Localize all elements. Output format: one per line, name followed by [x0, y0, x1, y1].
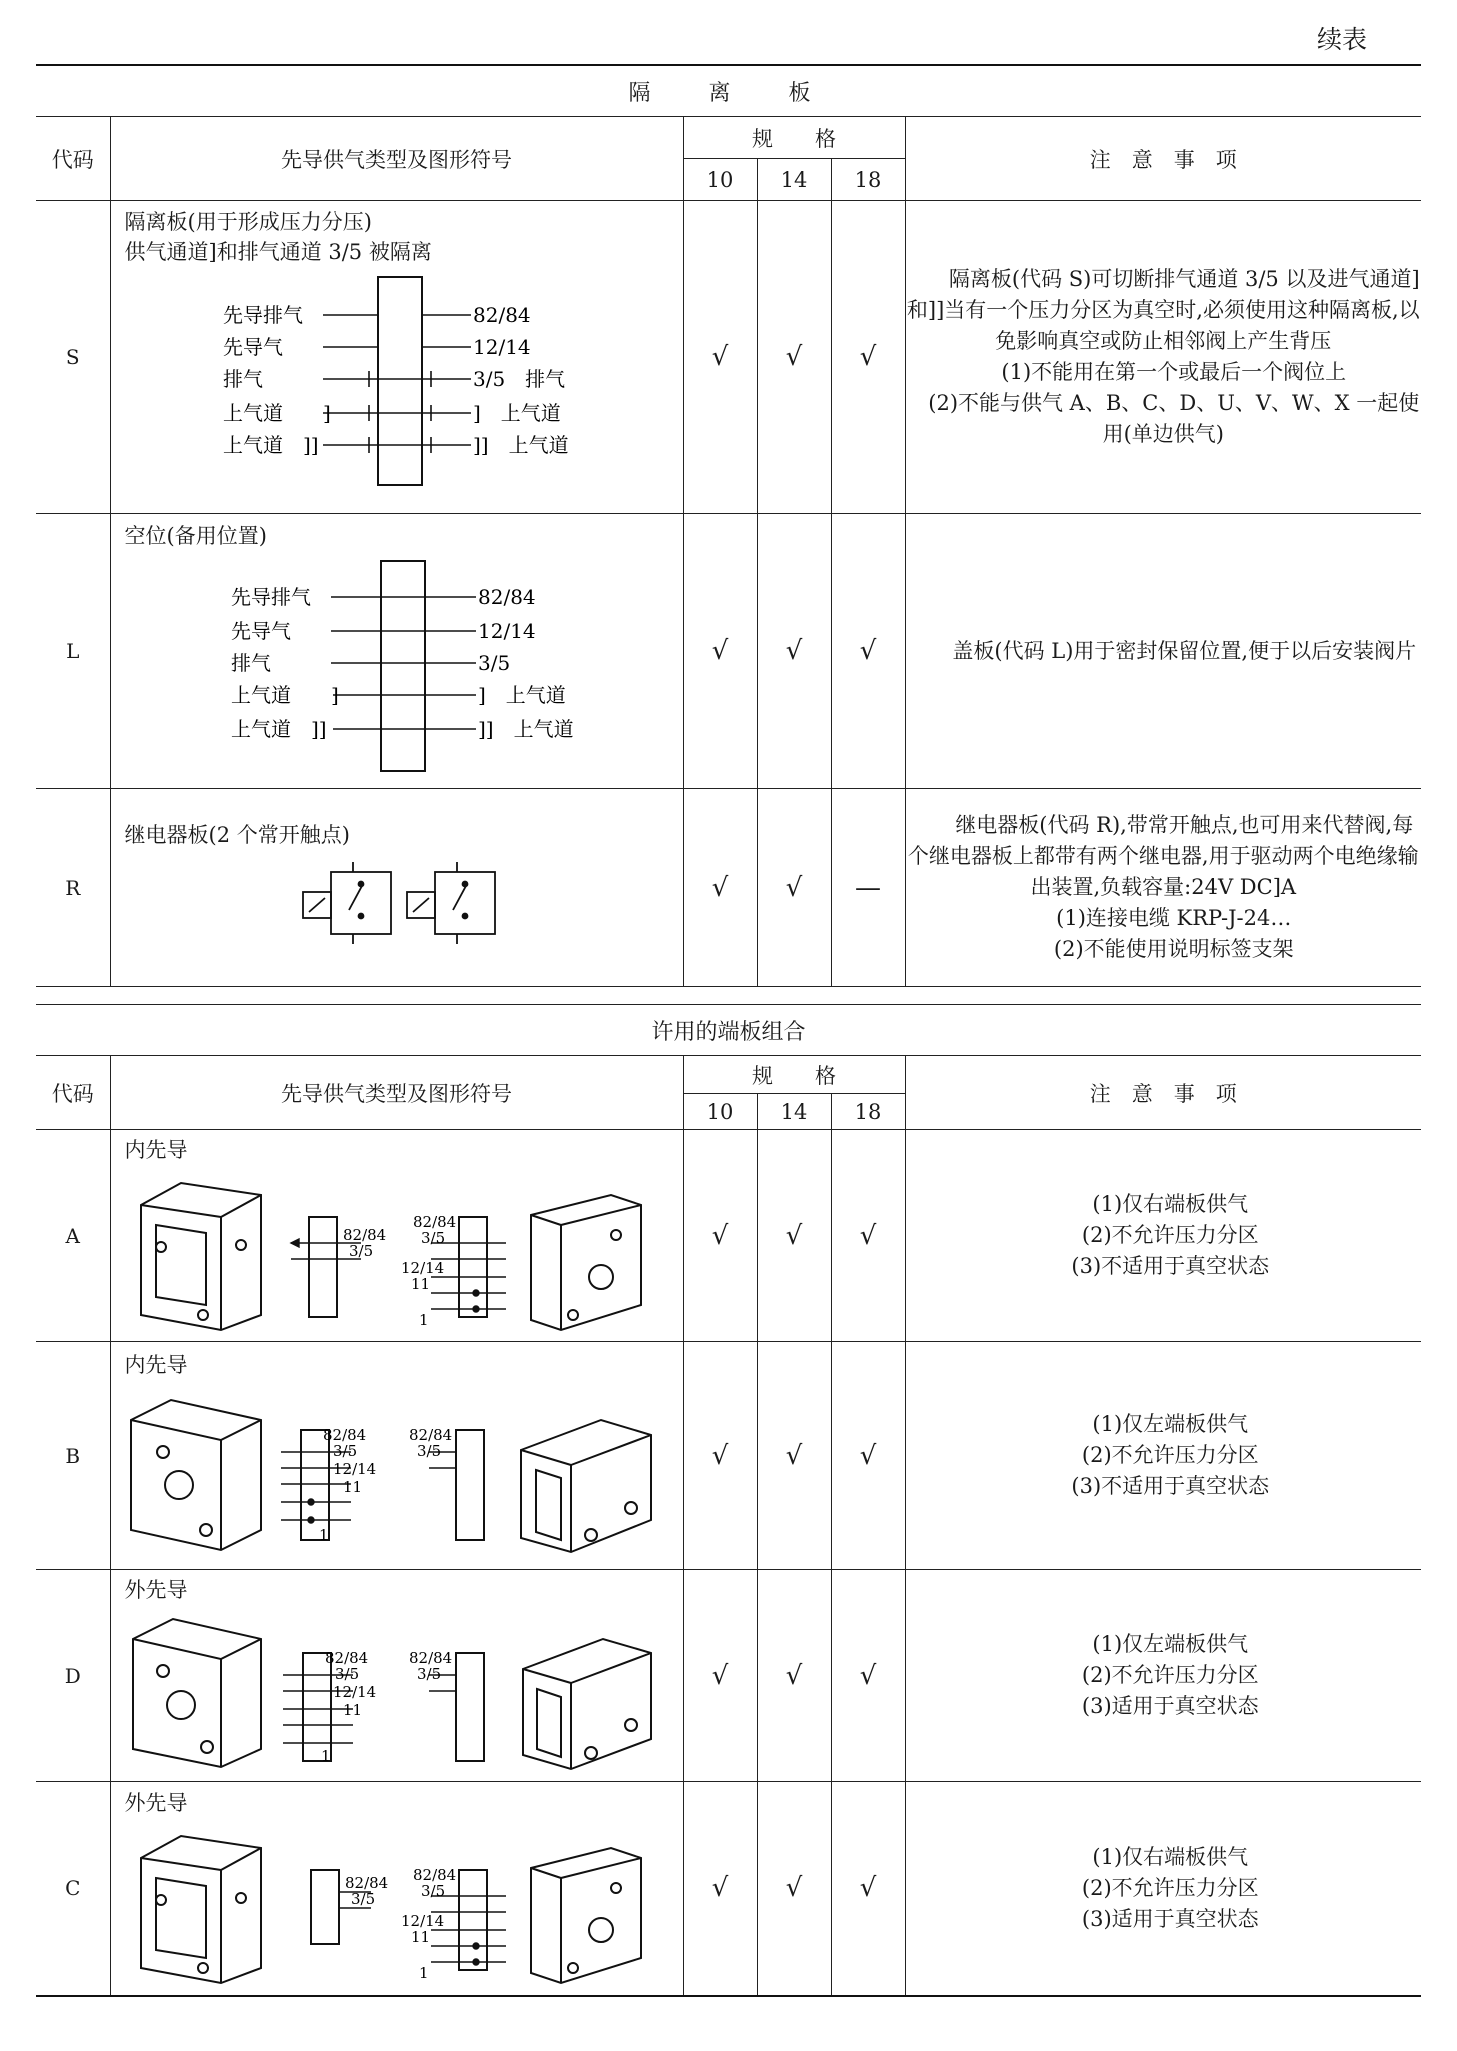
port-label: 82/84 [322, 1426, 366, 1444]
note-text: (3)适用于真空状态 [1081, 1906, 1259, 1931]
table-row [36, 201, 1421, 514]
note-text: (1)仅左端板供气 [1092, 1412, 1249, 1436]
port-label: 3/5 排气 [472, 366, 565, 391]
header-size-10: 10 [683, 159, 757, 201]
note-text: (2)不能使用说明标签支架 [1053, 937, 1294, 961]
note-text: (2)不允许压力分区 [1081, 1875, 1259, 1900]
row-description [110, 514, 683, 789]
size-10-check: √ [683, 1342, 757, 1570]
table-row [36, 514, 1421, 789]
port-label: 3/5 [334, 1665, 359, 1683]
port-label: 上气道 ] [230, 682, 339, 707]
row-notes [905, 1130, 1421, 1342]
row-description [110, 201, 683, 514]
end-plate-combination-symbol [111, 1165, 684, 1335]
size-14-check: √ [757, 789, 831, 987]
port-label: ] 上气道 [477, 682, 566, 707]
end-plate-combination-symbol [111, 1605, 684, 1775]
header-notes: 注 意 事 项 [905, 1056, 1421, 1130]
port-label: 82/84 [412, 1865, 456, 1884]
port-label: ]] 上气道 [477, 716, 574, 741]
table-row [36, 789, 1421, 987]
port-label: 3/5 [350, 1889, 375, 1908]
port-label: 12/14 [400, 1911, 444, 1930]
header-type: 先导供气类型及图形符号 [110, 117, 683, 201]
port-label: 排气 [230, 650, 271, 675]
size-14-check: √ [757, 1130, 831, 1342]
row-notes [905, 789, 1421, 987]
size-18-check: √ [831, 514, 905, 789]
port-label: 11 [410, 1275, 430, 1293]
port-label: 先导气 [230, 618, 291, 643]
header-type: 先导供气类型及图形符号 [110, 1056, 683, 1130]
row-description [110, 1782, 683, 1996]
note-text: (1)仅左端板供气 [1092, 1632, 1249, 1656]
row-notes [905, 1570, 1421, 1782]
table-row [36, 1130, 1421, 1342]
table-row [36, 1342, 1421, 1570]
note-text: (1)不能用在第一个或最后一个阀位上 [1001, 360, 1347, 384]
row-notes [905, 514, 1421, 789]
section-title: 隔 离 板 [36, 65, 1421, 117]
port-label: 先导排气 [222, 302, 303, 327]
note-text: (1)仅右端板供气 [1092, 1844, 1249, 1869]
row-caption-line: 内先导 [124, 1138, 188, 1162]
note-text: (2)不允许压力分区 [1081, 1223, 1259, 1247]
header-size-14: 14 [757, 159, 831, 201]
note-text: (1)仅右端板供气 [1092, 1192, 1249, 1216]
row-notes [905, 1782, 1421, 1996]
table-row [36, 1570, 1421, 1782]
header-spec: 规 格 [683, 1056, 905, 1094]
header-size-18: 18 [831, 1094, 905, 1130]
note-text: 隔离板(代码 S)可切断排气通道 3/5 以及进气通道]和]]当有一个压力分区为真空时,必须使用这种隔离板,以免影响真空或防止相邻阀上产生背压 [906, 267, 1420, 353]
port-label: 上气道 ] [222, 400, 331, 425]
port-label: 上气道 ]] [222, 432, 319, 457]
port-label: 1 [418, 1311, 429, 1329]
note-text: (2)不能与供气 A、B、C、D、U、V、W、X 一起使用(单边供气) [928, 391, 1420, 446]
note-text: (1)连接电缆 KRP-J-24… [1056, 906, 1292, 930]
port-label: 1 [320, 1747, 331, 1765]
port-label: 12/14 [332, 1683, 376, 1701]
header-spec: 规 格 [683, 117, 905, 159]
row-caption-line: 继电器板(2 个常开触点) [124, 823, 350, 847]
size-10-check: √ [683, 201, 757, 514]
row-description [110, 1570, 683, 1782]
port-label: 12/14 [472, 334, 531, 359]
section-title: 许用的端板组合 [36, 1005, 1421, 1056]
size-10-check: √ [683, 1130, 757, 1342]
size-18-check: √ [831, 1570, 905, 1782]
header-size-10: 10 [683, 1094, 757, 1130]
port-label: 上气道 ]] [230, 716, 327, 741]
continued-label: 续表 [1316, 25, 1367, 54]
size-14-check: √ [757, 1570, 831, 1782]
end-plate-combination-symbol [111, 1818, 684, 1988]
port-label: 3/5 [416, 1665, 441, 1683]
port-label: 82/84 [342, 1226, 386, 1244]
note-text: 继电器板(代码 R),带常开触点,也可用来代替阀,每个继电器板上都带有两个继电器,用于驱动两个电绝缘输出装置,负载容量:24V DC]A [907, 813, 1419, 899]
port-label: 3/5 [332, 1442, 357, 1460]
header-code: 代码 [36, 1056, 110, 1130]
note-text: 盖板(代码 L)用于密封保留位置,便于以后安装阀片 [952, 638, 1417, 663]
row-description [110, 789, 683, 987]
row-code: D [36, 1570, 110, 1782]
port-label: 3/5 [416, 1442, 441, 1460]
size-14-check: √ [757, 1782, 831, 1996]
port-label: 11 [342, 1478, 362, 1496]
port-label: 82/84 [408, 1649, 452, 1667]
note-text: (3)不适用于真空状态 [1071, 1254, 1270, 1278]
port-label: 82/84 [412, 1213, 456, 1231]
row-notes [905, 1342, 1421, 1570]
row-code: S [36, 201, 110, 514]
port-label: 排气 [222, 366, 263, 391]
end-plate-combination-symbol [111, 1380, 684, 1560]
port-label: 12/14 [400, 1259, 444, 1277]
port-label: 先导气 [222, 334, 283, 359]
note-text: (3)适用于真空状态 [1081, 1694, 1259, 1718]
row-description [110, 1130, 683, 1342]
port-label: 3/5 [420, 1229, 445, 1247]
header-size-14: 14 [757, 1094, 831, 1130]
row-caption-line: 内先导 [124, 1353, 188, 1377]
isolation-plate-symbol [111, 267, 684, 507]
port-label: 11 [410, 1927, 430, 1946]
row-caption-line: 供气通道]和排气通道 3/5 被隔离 [124, 239, 432, 264]
size-10-check: √ [683, 789, 757, 987]
header-notes: 注 意 事 项 [905, 117, 1421, 201]
size-14-check: √ [757, 514, 831, 789]
note-text: (2)不允许压力分区 [1081, 1443, 1259, 1467]
row-code: L [36, 514, 110, 789]
size-18-check: √ [831, 1782, 905, 1996]
isolation-plate-table [36, 64, 1421, 987]
size-18-check: √ [831, 1130, 905, 1342]
note-text: (2)不允许压力分区 [1081, 1663, 1259, 1687]
row-code: C [36, 1782, 110, 1996]
port-label: 82/84 [344, 1873, 388, 1892]
row-description [110, 1342, 683, 1570]
relay-plate-symbol [111, 850, 684, 950]
size-10-check: √ [683, 514, 757, 789]
row-code: A [36, 1130, 110, 1342]
header-size-18: 18 [831, 159, 905, 201]
port-label: 11 [342, 1701, 362, 1719]
row-caption-line: 隔离板(用于形成压力分压) [124, 209, 372, 234]
size-10-check: √ [683, 1782, 757, 1996]
header-code: 代码 [36, 117, 110, 201]
row-caption-line: 外先导 [124, 1790, 188, 1815]
port-label: ] 上气道 [472, 400, 561, 425]
end-plate-combination-table [36, 1004, 1421, 1997]
note-text: (3)不适用于真空状态 [1071, 1474, 1270, 1498]
port-label: 先导排气 [230, 584, 311, 609]
blank-plate-symbol [111, 551, 684, 781]
size-18-check: √ [831, 1342, 905, 1570]
row-notes [905, 201, 1421, 514]
size-14-check: √ [757, 1342, 831, 1570]
port-label: ]] 上气道 [472, 432, 569, 457]
row-caption-line: 外先导 [124, 1578, 188, 1602]
port-label: 82/84 [408, 1426, 452, 1444]
port-label: 12/14 [332, 1460, 376, 1478]
port-label: 82/84 [477, 584, 536, 609]
size-18-check: — [831, 789, 905, 987]
port-label: 12/14 [477, 618, 536, 643]
port-label: 82/84 [324, 1649, 368, 1667]
port-label: 3/5 [420, 1881, 445, 1900]
row-caption-line: 空位(备用位置) [124, 523, 267, 548]
size-18-check: √ [831, 201, 905, 514]
row-code: B [36, 1342, 110, 1570]
size-14-check: √ [757, 201, 831, 514]
size-10-check: √ [683, 1570, 757, 1782]
port-label: 82/84 [472, 302, 531, 327]
table-row [36, 1782, 1421, 1996]
port-label: 3/5 [477, 650, 510, 675]
port-label: 3/5 [348, 1242, 373, 1260]
row-code: R [36, 789, 110, 987]
port-label: 1 [418, 1963, 429, 1982]
port-label: 1 [318, 1526, 329, 1544]
